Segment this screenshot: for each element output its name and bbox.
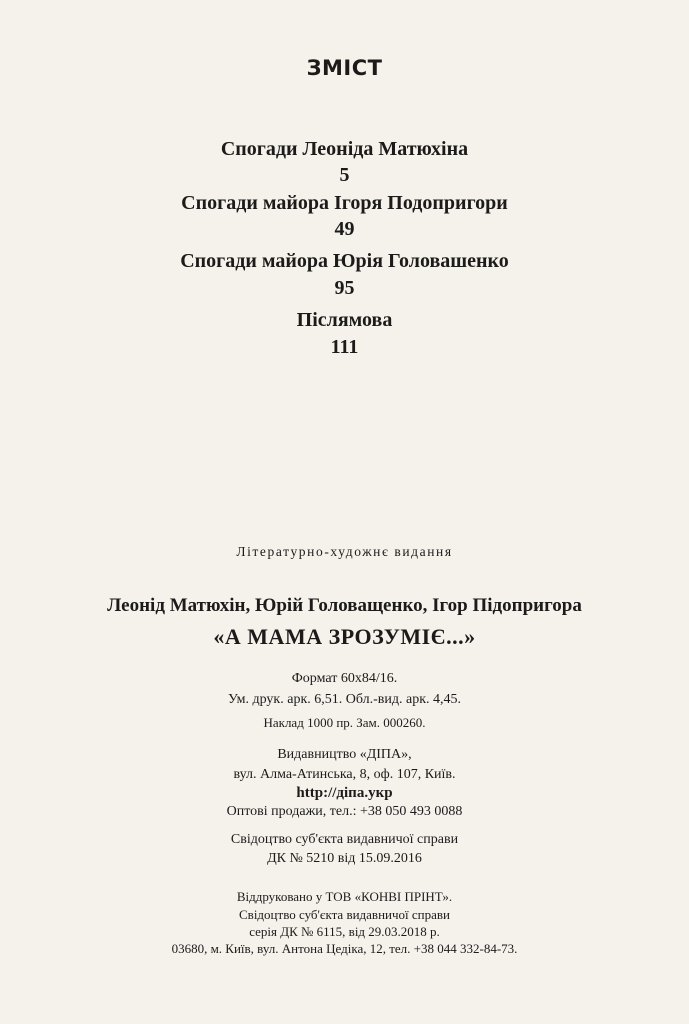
toc-entry-page: 95 <box>334 277 355 299</box>
publisher-name: Видавництво «ДІПА», <box>277 747 412 762</box>
toc-entry-page: 5 <box>339 164 350 186</box>
publisher-url: http://діпа.укр <box>296 785 393 801</box>
publisher-certificate: Свідоцтво суб'єкта видавничої справи <box>230 832 459 847</box>
printer-certificate-number: серія ДК № 6115, від 29.03.2018 р. <box>249 924 440 939</box>
print-sheets: Ум. друк. арк. 6,51. Обл.-вид. арк. 4,45. <box>227 692 462 707</box>
toc-entry-title: Спогади Леоніда Матюхіна <box>220 138 469 160</box>
toc-entry-title: Спогади майора Юрія Головашенко <box>180 250 509 272</box>
book-authors: Леонід Матюхін, Юрій Головащенко, Ігор Підопригора <box>107 595 582 616</box>
toc-entry-title: Післямова <box>296 309 393 331</box>
toc-entry-page: 49 <box>334 218 355 240</box>
print-run: Наклад 1000 пр. Зам. 000260. <box>263 715 426 730</box>
book-title: «А МАМА ЗРОЗУМІЄ...» <box>213 624 476 649</box>
printer-address: 03680, м. Київ, вул. Антона Цедіка, 12, тел. +38 044 332-84-73. <box>171 941 518 956</box>
edition-type: Літературно-художнє видання <box>236 544 453 559</box>
toc-heading: ЗМІСТ <box>306 56 383 80</box>
printer-certificate: Свідоцтво суб'єкта видавничої справи <box>239 907 450 922</box>
publisher-certificate-number: ДК № 5210 від 15.09.2016 <box>267 851 422 866</box>
toc-entry-page: 111 <box>330 336 359 358</box>
publisher-sales-phone: Оптові продажи, тел.: +38 050 493 0088 <box>226 804 463 819</box>
publisher-address: вул. Алма-Атинська, 8, оф. 107, Київ. <box>233 767 456 782</box>
printer-name: Віддруковано у ТОВ «КОНВІ ПРІНТ». <box>236 889 453 904</box>
toc-entry-title: Спогади майора Ігоря Подопригори <box>181 192 508 214</box>
book-format: Формат 60х84/16. <box>291 671 398 686</box>
